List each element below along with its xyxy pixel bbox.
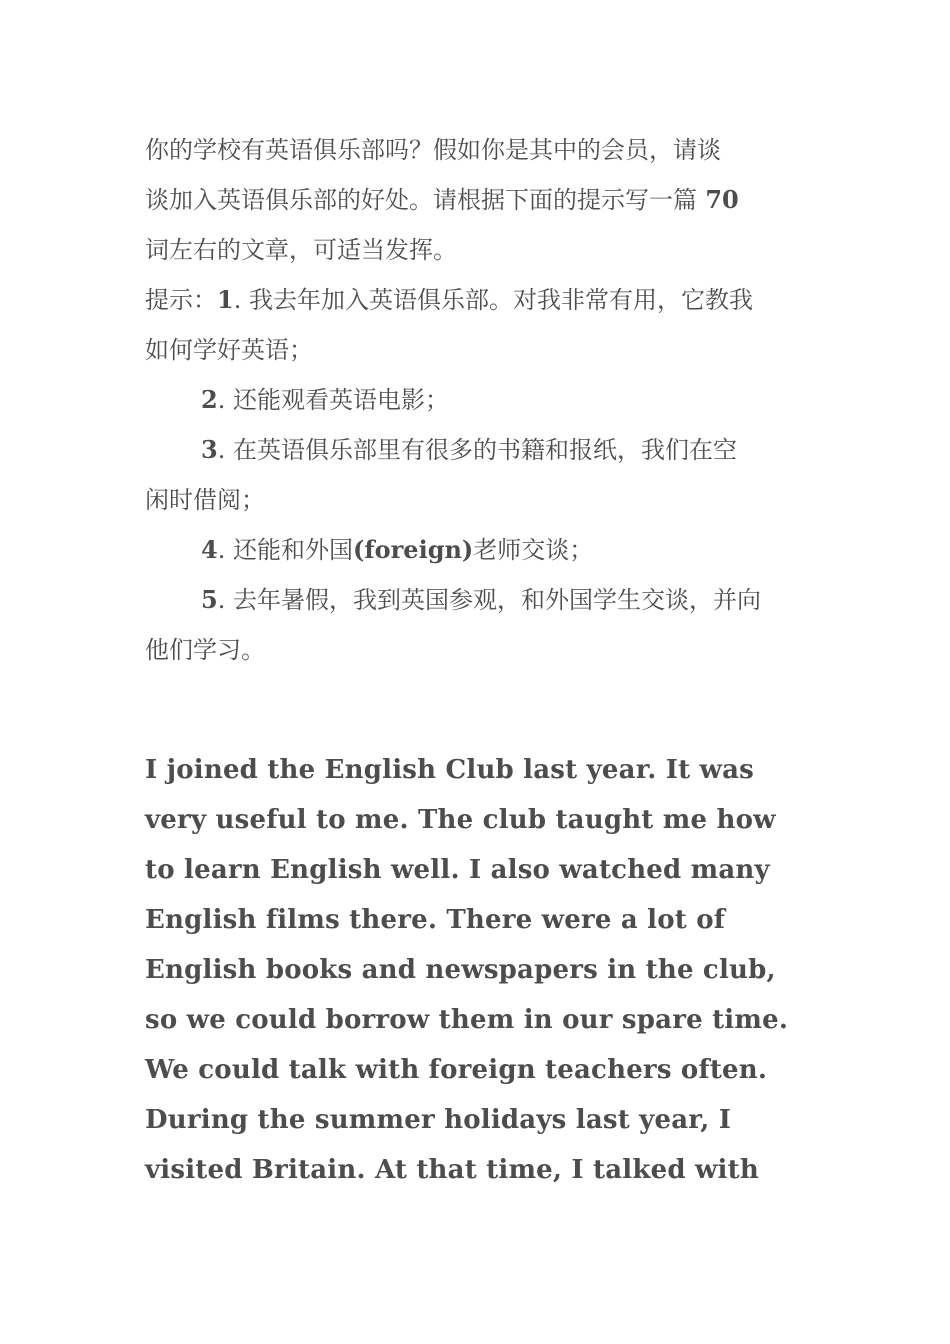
hint-item-4: 4. 还能和外国(foreign)老师交谈；	[201, 535, 594, 564]
prompt-intro-line: 词左右的文章，可适当发挥。	[145, 236, 457, 264]
word-count: 70	[697, 185, 739, 214]
prompt-intro-line: 谈加入英语俱乐部的好处。请根据下面的提示写一篇 70	[145, 185, 739, 214]
sample-essay	[145, 745, 810, 1195]
hint-item-1: 提示：1. 我去年加入英语俱乐部。对我非常有用，它教我	[145, 285, 753, 314]
hint-number: 3	[201, 435, 218, 464]
writing-prompt	[145, 125, 810, 675]
hint-item-5-cont: 他们学习。	[145, 636, 265, 664]
essay-line: so we could borrow them in our spare time.	[145, 1005, 789, 1035]
essay-line: We could talk with foreign teachers often.	[145, 1055, 768, 1085]
hint-number: 1	[217, 285, 234, 314]
essay-line: English books and newspapers in the club,	[145, 955, 776, 985]
essay-line: I joined the English Club last year. It was	[145, 755, 754, 785]
hint-item-2: 2. 还能观看英语电影；	[201, 385, 449, 414]
hint-item-1-cont: 如何学好英语；	[145, 336, 313, 364]
hint-item-3: 3. 在英语俱乐部里有很多的书籍和报纸，我们在空	[201, 435, 737, 464]
essay-line: During the summer holidays last year, I	[145, 1105, 732, 1135]
prompt-intro-line: 你的学校有英语俱乐部吗？假如你是其中的会员，请谈	[145, 136, 721, 164]
hint-number: 4	[201, 535, 218, 564]
essay-line: English films there. There were a lot of	[145, 905, 726, 935]
hint-number: 5	[201, 585, 218, 614]
hint-item-5: 5. 去年暑假，我到英国参观，和外国学生交谈，并向	[201, 585, 761, 614]
document-page	[145, 125, 810, 1195]
hint-label: 提示：	[145, 286, 217, 314]
hint-number: 2	[201, 385, 218, 414]
essay-line: very useful to me. The club taught me how	[145, 805, 776, 835]
hint-item-3-cont: 闲时借阅；	[145, 486, 265, 514]
essay-line: to learn English well. I also watched many	[145, 855, 770, 885]
essay-line: visited Britain. At that time, I talked with	[145, 1155, 759, 1185]
